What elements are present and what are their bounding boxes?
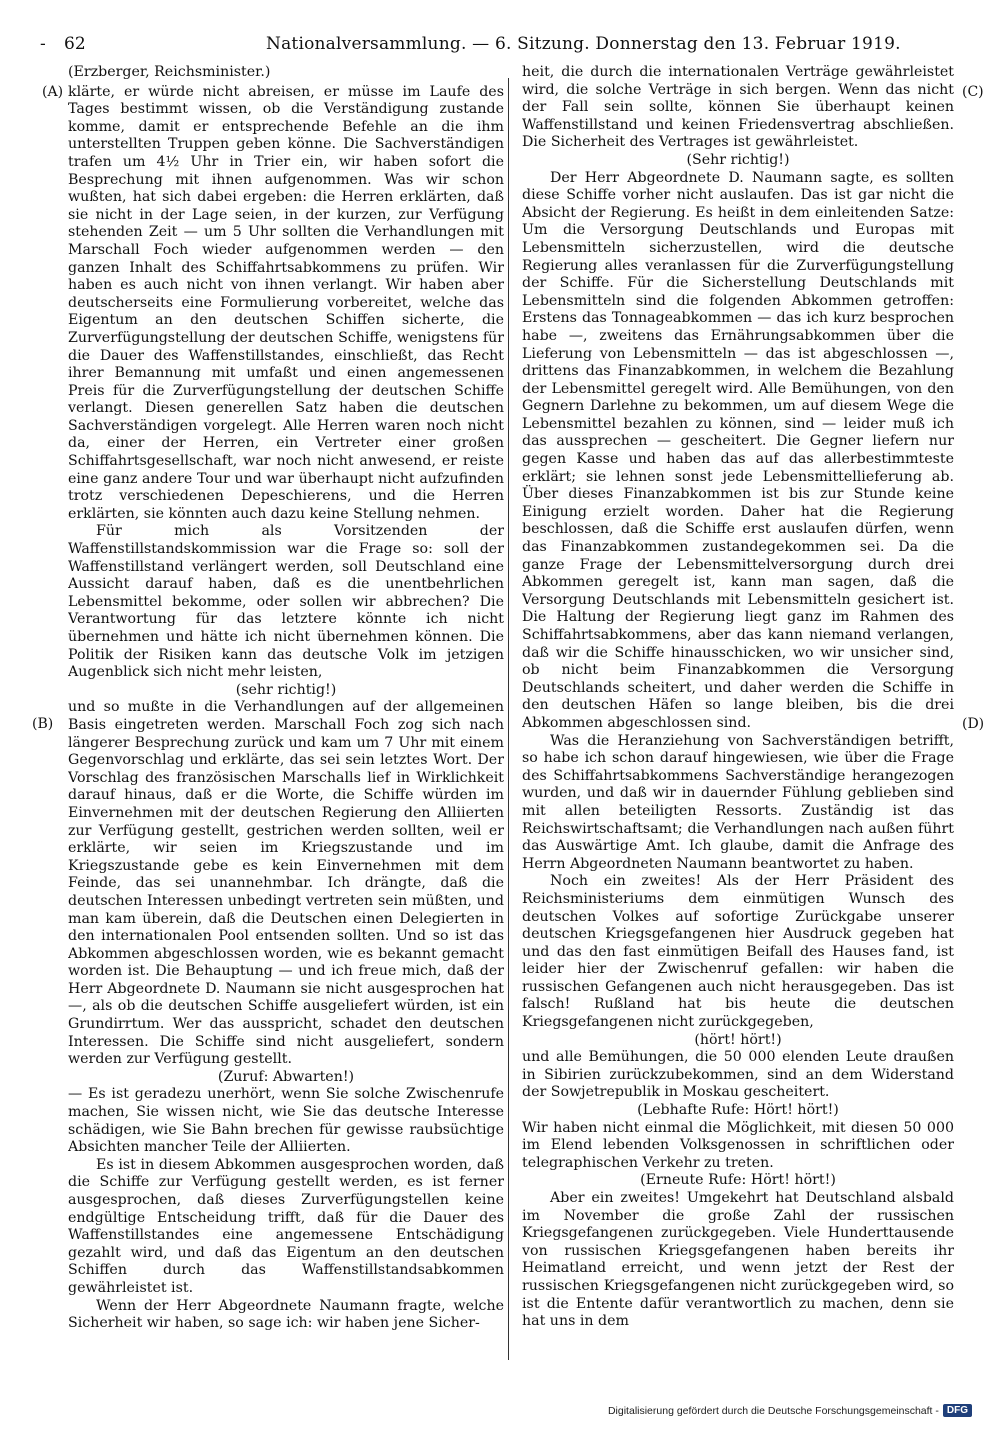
credit-text: Digitalisierung gefördert durch die Deutsche Forschungsgemeinschaft - bbox=[607, 1404, 939, 1417]
margin-mark-d: (D) bbox=[962, 716, 985, 732]
digitization-credit bbox=[608, 1404, 972, 1417]
margin-mark-c: (C) bbox=[962, 84, 984, 100]
dfg-logo: DFG bbox=[943, 1404, 972, 1417]
interjection: (hört! hört!) bbox=[694, 1031, 782, 1048]
margin-mark-b: (B) bbox=[32, 716, 54, 732]
paragraph: — Es ist geradezu unerhört, wenn Sie solche Zwischenrufe machen, Sie wissen nicht, wie Sie das deutsche Interesse schädigen, wie Sie Bahn brechen für gewisse raubsüchtige Absichten mancher Teile der Alliierten. bbox=[68, 1086, 504, 1156]
paragraph: und so mußte in die Verhandlungen auf der allgemeinen Basis eingetreten werden. Marschall Foch zog sich nach längerer Besprechung zurück und kam um 7 Uhr mit einem Gegenvorschlag und erklärte, das sei sein letztes Wort. Der Vorschlag des französischen Marschalls lief in Wirklichkeit darauf hinaus, daß er die Worte, die Schiffe würden im Einvernehmen mit der deutschen Regierung den Alliierten zur Verfügung gestellt, gestrichen werden sollten, weil er erklärte, wir seien im Kriegszustande und im Kriegszustande gebe es kein Einvernehmen mit dem Feinde, das sei unannehmbar. Ich drängte, daß die deutschen Interessen unbedingt vertreten sein müßten, und man kam überein, daß die Deutschen einen Delegierten in den internationalen Pool entsenden sollten. Und so ist das Abkommen abgeschlossen worden, wie es bekannt gemacht worden ist. Die Behauptung — und ich freue mich, daß der Herr Abgeordnete D. Naumann sie nicht ausgesprochen hat —, als ob die deutschen Schiffe ausgeliefert würden, ist ein Grundirrtum. Wer das ausspricht, schadet den deutschen Interessen. Die Schiffe sind nicht ausgeliefert, sondern werden zur Verfügung gestellt. bbox=[68, 699, 504, 1068]
paragraph: Wenn der Herr Abgeordnete Naumann fragte, welche Sicherheit wir haben, so sage ich: wir haben jene Sicher- bbox=[68, 1297, 504, 1332]
margin-mark-a: (A) bbox=[42, 84, 64, 100]
speaker-attribution: (Erzberger, Reichsminister.) bbox=[68, 64, 271, 80]
paragraph: Für mich als Vorsitzenden der Waffenstillstandskommission war die Frage so: soll der Waffenstillstand verlängert werden, soll Deutschland eine Aussicht darauf haben, daß es die unentbehrlichen Lebensmittel bekomme, oder sollen wir abbrechen? Die Verantwortung für das letztere könnte ich nicht übernehmen und hätte ich nicht übernehmen können. Die Politik der Risiken kann das deutsche Volk im jetzigen Augenblick sich nicht mehr leisten, bbox=[68, 523, 504, 681]
paragraph: Es ist in diesem Abkommen ausgesprochen worden, daß die Schiffe zur Verfügung gestellt werden, es ist ferner ausgesprochen, daß dieses Zurverfügungstellen keine endgültige Entscheidung trifft, daß für die Dauer des Waffenstillstandes eine angemessene Entschädigung gezahlt wird, und daß das Eigentum an den deutschen Schiffen durch das Waffenstillstandsabkommen gewährleistet ist. bbox=[68, 1156, 504, 1296]
header-dash: - bbox=[40, 34, 46, 54]
paragraph: Was die Heranziehung von Sachverständigen betrifft, so habe ich schon darauf hingewiesen, wie über die Frage des Schiffahrtsabkommens Sachverständige herangezogen wurden, und daß wir in dauernder Fühlung geblieben sind mit allen beteiligten Ressorts. Zuständig ist das Reichswirtschaftsamt; die Verhandlungen nach außen führt das Auswärtige Amt. Ich glaube, damit die Anfrage des Herrn Abgeordneten Naumann beantwortet zu haben. bbox=[522, 732, 954, 872]
paragraph: heit, die durch die internationalen Verträge gewährleistet wird, die solche Verträge in sich bergen. Wenn das nicht der Fall sein sollte, können Sie überhaupt keinen Waffenstillstand und keinen Friedensvertrag abschließen. Die Sicherheit des Vertrages ist gewährleistet. bbox=[522, 64, 954, 151]
page-number: 62 bbox=[64, 34, 86, 54]
interjection: (Sehr richtig!) bbox=[686, 151, 790, 168]
paragraph: klärte, er würde nicht abreisen, er müsse im Laufe des Tages bestimmt wissen, ob die Verständigung zustande komme, damit er entsprechende Befehle an die ihm unterstellten Truppen geben könne. Die Sachverständigen trafen um 4½ Uhr in Trier ein, wir haben sofort die Besprechung mit ihnen aufgenommen. Was wir schon wußten, hat sich dabei ergeben: die Herren erklärten, daß sie nicht in der Lage seien, in der kurzen, zur Verfügung stehenden Zeit — um 5 Uhr sollten die Verhandlungen mit Marschall Foch wieder aufgenommen werden — den ganzen Inhalt des Schiffahrtsabkommens zu prüfen. Wir haben es auch nicht von ihnen verlangt. Wir haben aber deutscherseits eine Formulierung vorbereitet, welche das Eigentum an den deutschen Schiffen sicherte, die Zurverfügungstellung der deutschen Schiffe, wenigstens für die Dauer des Waffenstillstandes, einschließt, das Recht ihrer Bemannung mit umfaßt und einen angemessenen Preis für die Zurverfügungstellung der deutschen Schiffe verlangt. Diesen generellen Satz haben die deutschen Sachverständigen vorgelegt. Alle Herren waren noch nicht da, einer der Herren, ein Vertreter einer großen Schiffahrtsgesellschaft, war noch nicht anwesend, er reiste eine ganz andere Tour und war überhaupt nicht aufzufinden trotz verschiedenen Depeschierens, und die Herren erklärten, sie könnten auch dazu keine Stellung nehmen. bbox=[68, 83, 504, 522]
paragraph: Wir haben nicht einmal die Möglichkeit, mit diesen 50 000 im Elend lebenden Volksgenossen in schriftlichen oder telegraphischen Verkehr zu treten. bbox=[522, 1119, 954, 1171]
right-column bbox=[522, 64, 954, 1364]
interjection: (Erneute Rufe: Hört! hört!) bbox=[640, 1172, 836, 1189]
paragraph: Noch ein zweites! Als der Herr Präsident des Reichsministeriums dem einmütigen Wunsch des deutschen Volkes auf sofortige Zurückgabe unserer deutschen Kriegsgefangenen hier Ausdruck gegeben hat und das den fast einmütigen Beifall des Hauses fand, ist leider hier der Zwischenruf gefallen: wir haben die russischen Gefangenen auch nicht herausgegeben. Das ist falsch! Rußland hat bis heute die deutschen Kriegsgefangenen nicht zurückgegeben, bbox=[522, 873, 954, 1031]
column-divider bbox=[508, 78, 509, 1360]
page-header bbox=[34, 30, 964, 60]
interjection: (sehr richtig!) bbox=[235, 681, 337, 698]
paragraph: Der Herr Abgeordnete D. Naumann sagte, es sollten diese Schiffe vorher nicht auslaufen. Das ist gar nicht die Absicht der Regierung. Es heißt in dem einleitenden Satze: Um die Versorgung Deutschlands und Europas mit Lebensmitteln sicherzustellen, wird die deutsche Regierung alles veranlassen für die Zurverfügungstellung der Schiffe. Für die Sicherstellung Deutschlands mit Lebensmitteln sind die folgenden Abkommen getroffen: Erstens das Tonnageabkommen — das ich kurz besprochen habe —, zweitens das Ernährungsabkommen über die Lieferung von Lebensmitteln — das ist abgeschlossen —, drittens das Finanzabkommen, in welchem die Bezahlung der Lebensmittel geregelt wird. Alle Bemühungen, von den Gegnern Darlehne zu bekommen, um auf diesem Wege die Lebensmittel bezahlen zu können, sind — leider muß ich das aussprechen — gescheitert. Die Gegner liefern nur gegen Kasse und haben das auf das allerbestimmteste erklärt; sie lehnen sonst jede Lebensmittellieferung ab. Über dieses Finanzabkommen ist bis zur Stunde keine Einigung erzielt worden. Daher hat die Regierung beschlossen, daß die Schiffe erst auslaufen dürfen, wenn das Finanzabkommen zustandegekommen sei. Da die ganze Frage der Lebensmittelversorgung durch drei Abkommen geregelt ist, kann man sagen, daß die Versorgung Deutschlands mit Lebensmitteln gesichert ist. Die Haltung der Regierung liegt ganz im Rahmen des Schiffahrtsabkommens, aber das kann niemand verlangen, daß wir die Schiffe hinausschicken, wo wir unsicher sind, ob nicht beim Finanzabkommen die Versorgung Deutschlands scheitert, und daher werden die Schiffe in den deutschen Häfen so lange bleiben, bis die drei Abkommen abgeschlossen sind. bbox=[522, 169, 954, 731]
interjection: (Lebhafte Rufe: Hört! hört!) bbox=[637, 1102, 839, 1119]
paragraph: und alle Bemühungen, die 50 000 elenden Leute draußen in Sibirien zurückzubekommen, sind an dem Widerstand der Sowjetrepublik in Moskau gescheitert. bbox=[522, 1049, 954, 1101]
interjection: (Zuruf: Abwarten!) bbox=[217, 1068, 355, 1085]
paragraph: Aber ein zweites! Umgekehrt hat Deutschland alsbald im November die große Zahl der russischen Kriegsgefangenen zurückgegeben. Viele Hunderttausende von russischen Kriegsgefangenen haben bereits ihr Heimatland erreicht, und wenn jetzt der Rest der russischen Kriegsgefangenen nicht zurückgegeben wird, so ist die Entente dafür verantwortlich zu machen, denn sie hat uns in dem bbox=[522, 1190, 954, 1330]
left-column bbox=[68, 64, 504, 1364]
running-title: Nationalversammlung. — 6. Sitzung. Donnerstag den 13. Februar 1919. bbox=[266, 34, 901, 54]
